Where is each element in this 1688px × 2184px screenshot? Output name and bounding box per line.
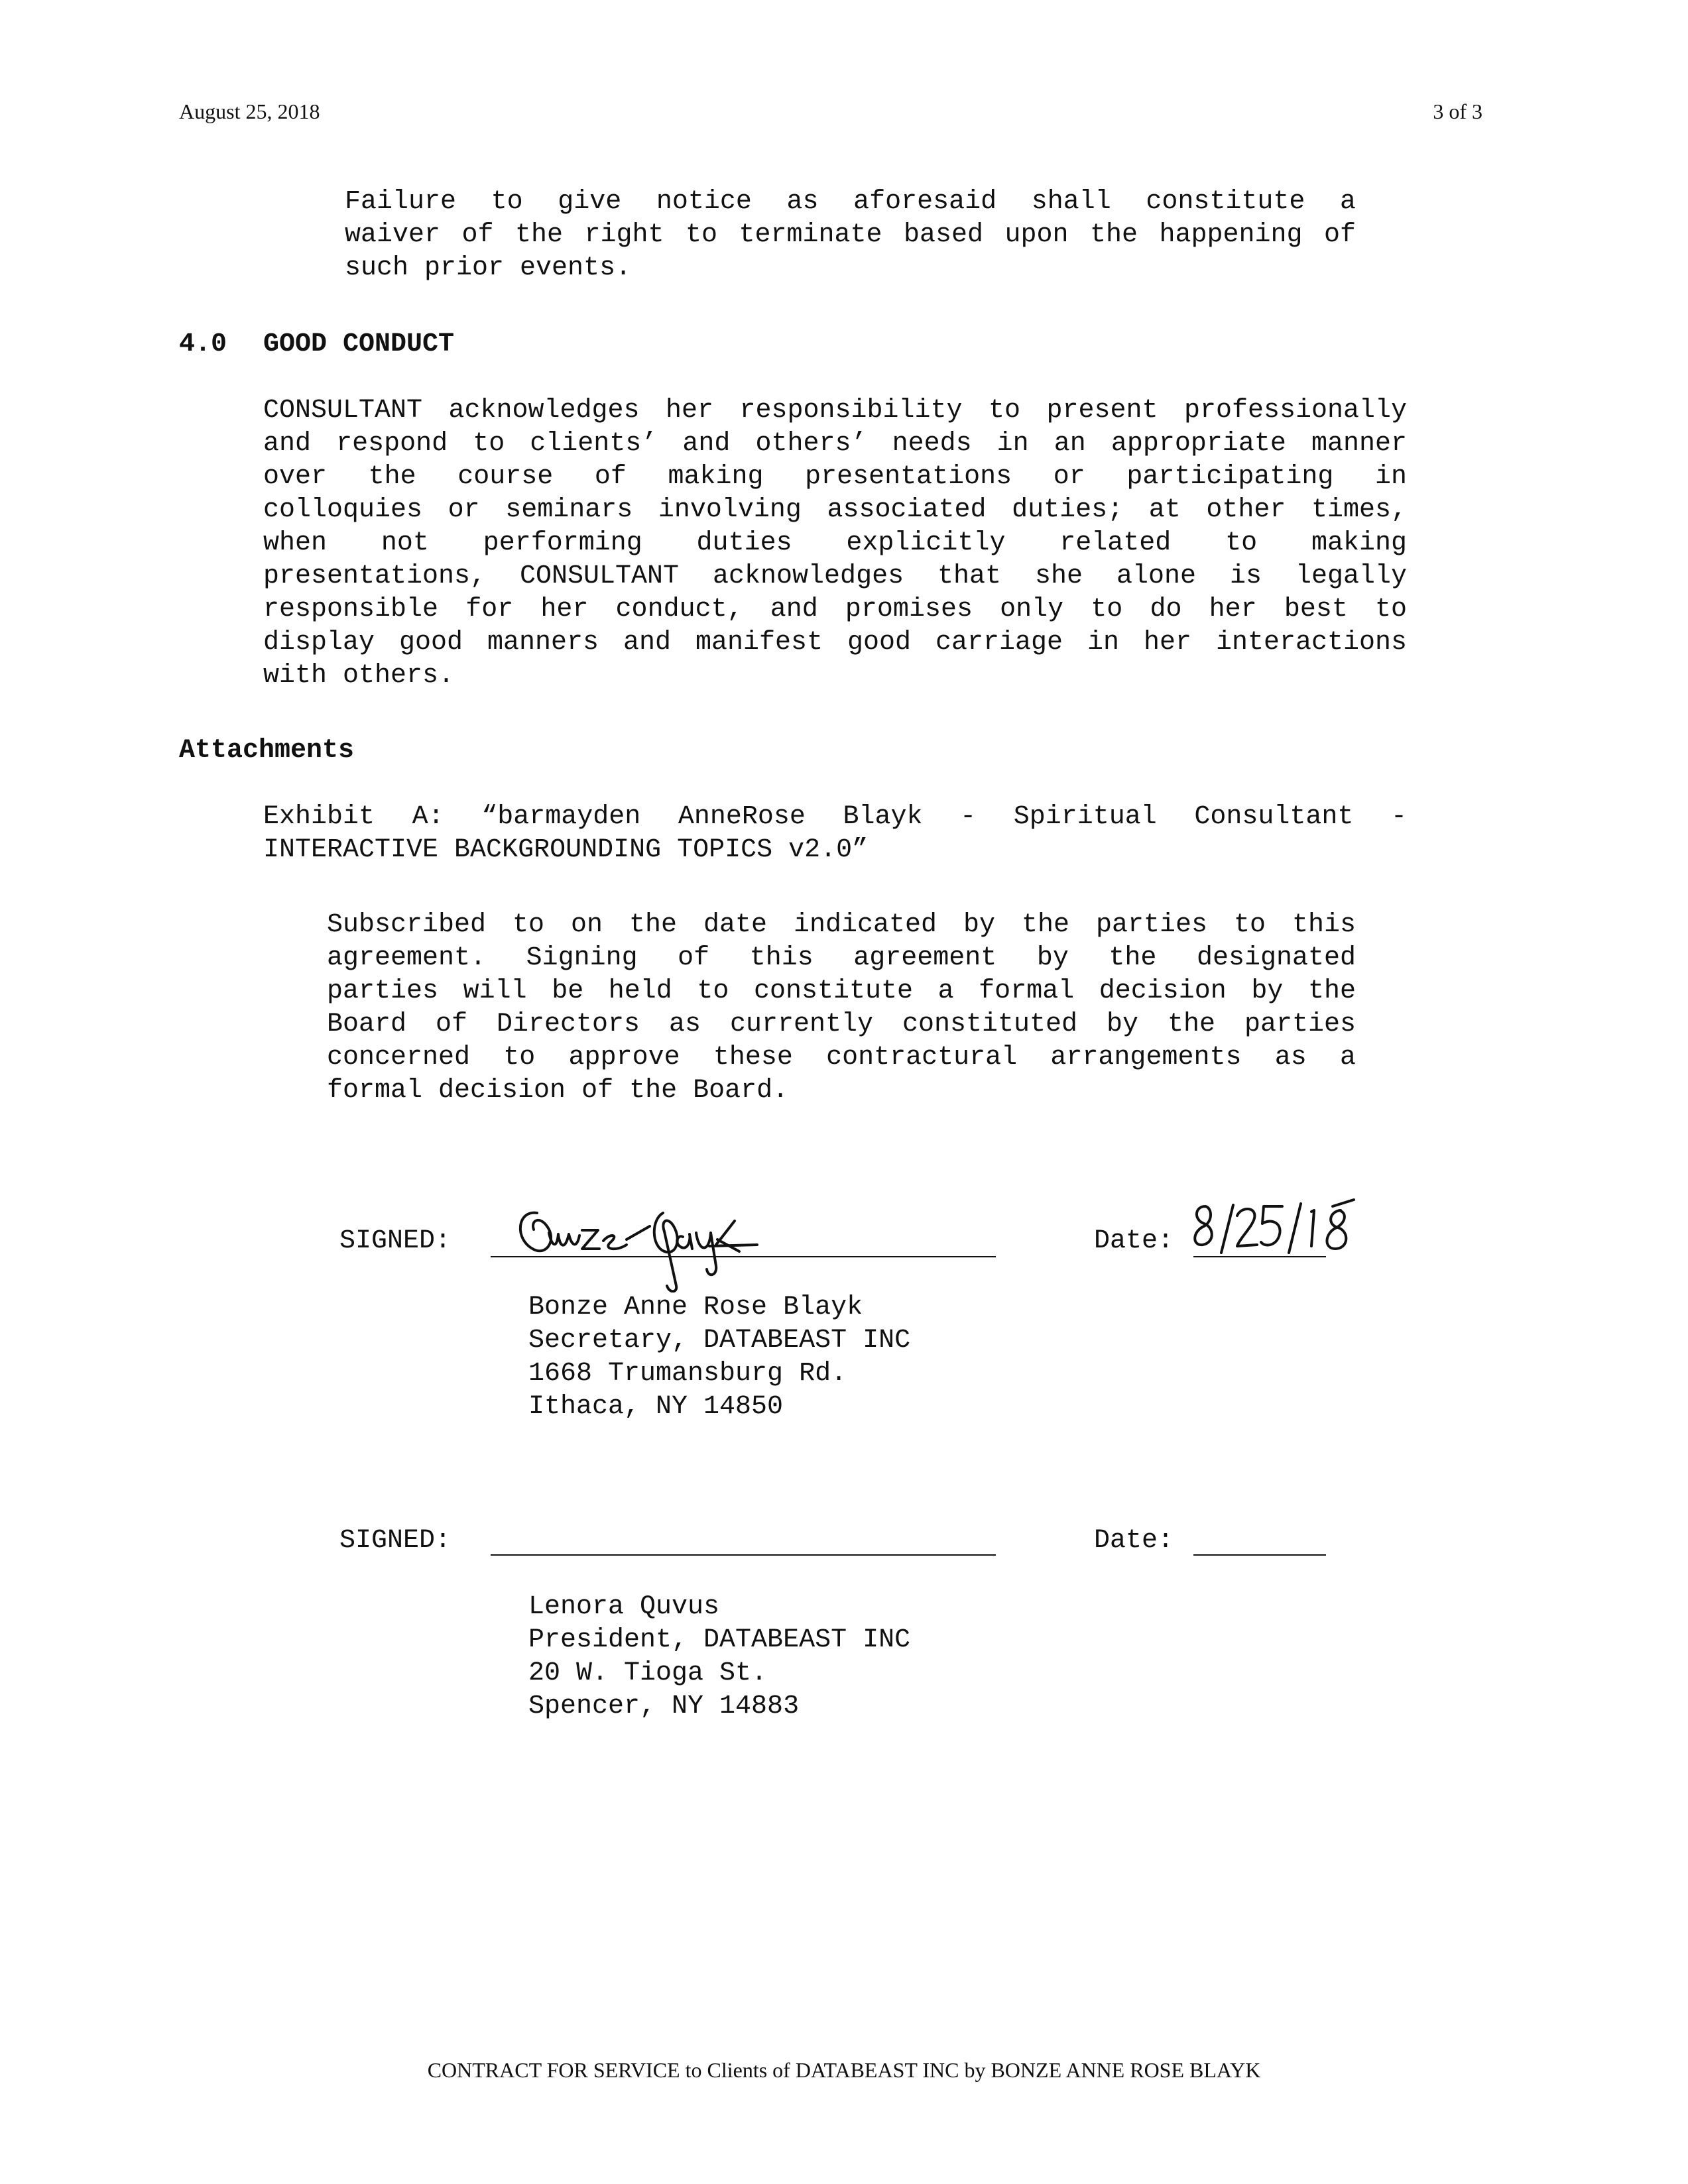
handwritten-date xyxy=(1188,1193,1374,1266)
signatory-address-line: 20 W. Tioga St. xyxy=(528,1658,768,1688)
paragraph-line: Board of Directors as currently constituted by the parties xyxy=(327,1009,1356,1039)
signed-label: SIGNED: xyxy=(339,1526,452,1556)
paragraph-line: Failure to give notice as aforesaid shall constitute a xyxy=(345,187,1356,217)
paragraph-line: Subscribed to on the date indicated by the parties to this xyxy=(327,910,1356,940)
date-line xyxy=(1193,1256,1326,1257)
signatory-address-line: 1668 Trumansburg Rd. xyxy=(528,1359,847,1389)
page-footer: CONTRACT FOR SERVICE to Clients of DATABEAST INC by BONZE ANNE ROSE BLAYK xyxy=(427,2058,1261,2082)
paragraph-line: parties will be held to constitute a formal decision by the xyxy=(327,976,1356,1006)
paragraph-line: responsible for her conduct, and promises only to do her best to xyxy=(263,595,1407,624)
signature-line xyxy=(491,1554,996,1556)
paragraph-line: display good manners and manifest good carriage in her interactions xyxy=(263,628,1407,658)
attachments-paragraph xyxy=(263,801,1407,867)
signed-label: SIGNED: xyxy=(339,1226,452,1256)
paragraph-line: CONSULTANT acknowledges her responsibility to present professionally xyxy=(263,396,1407,426)
paragraph-line: colloquies or seminars involving associated duties; at other times, xyxy=(263,495,1407,525)
signatory-name: Bonze Anne Rose Blayk xyxy=(528,1293,863,1322)
signatory-address-line: Ithaca, NY 14850 xyxy=(528,1392,784,1422)
date-label: Date: xyxy=(1094,1526,1174,1556)
paragraph-line: waiver of the right to terminate based upon the happening of xyxy=(345,220,1356,250)
attachments-heading: Attachments xyxy=(179,736,355,766)
handwritten-signature xyxy=(511,1193,789,1293)
continuation-paragraph xyxy=(345,186,1356,285)
header-date: August 25, 2018 xyxy=(179,99,320,123)
section-number: 4.0 xyxy=(179,329,227,359)
paragraph-line: concerned to approve these contractural arrangements as a xyxy=(327,1043,1356,1072)
paragraph-line: such prior events. xyxy=(345,253,632,283)
paragraph-line: presentations, CONSULTANT acknowledges that she alone is legally xyxy=(263,561,1407,591)
date-line xyxy=(1193,1554,1326,1556)
date-label: Date: xyxy=(1094,1226,1174,1256)
signatory-address-line: Spencer, NY 14883 xyxy=(528,1692,800,1721)
subscription-paragraph xyxy=(327,909,1356,1108)
good-conduct-paragraph xyxy=(263,394,1407,693)
paragraph-line: when not performing duties explicitly related to making xyxy=(263,528,1407,558)
paragraph-line: and respond to clients’ and others’ needs in an appropriate manner xyxy=(263,429,1407,459)
signatory-title: President, DATABEAST INC xyxy=(528,1625,911,1655)
signatory-1-block xyxy=(528,1291,910,1424)
header-page-number: 3 of 3 xyxy=(1433,99,1482,123)
paragraph-line: with others. xyxy=(263,661,455,691)
paragraph-line: agreement. Signing of this agreement by the designated xyxy=(327,943,1356,973)
paragraph-line: over the course of making presentations or participating in xyxy=(263,462,1407,492)
paragraph-line: INTERACTIVE BACKGROUNDING TOPICS v2.0” xyxy=(263,835,869,865)
signatory-2-block xyxy=(528,1591,910,1723)
paragraph-line: formal decision of the Board. xyxy=(327,1076,789,1106)
signatory-title: Secretary, DATABEAST INC xyxy=(528,1326,911,1355)
section-title: GOOD CONDUCT xyxy=(263,329,455,359)
paragraph-line: Exhibit A: “barmayden AnneRose Blayk - Spiritual Consultant - xyxy=(263,802,1407,832)
signatory-name: Lenora Quvus xyxy=(528,1592,720,1622)
